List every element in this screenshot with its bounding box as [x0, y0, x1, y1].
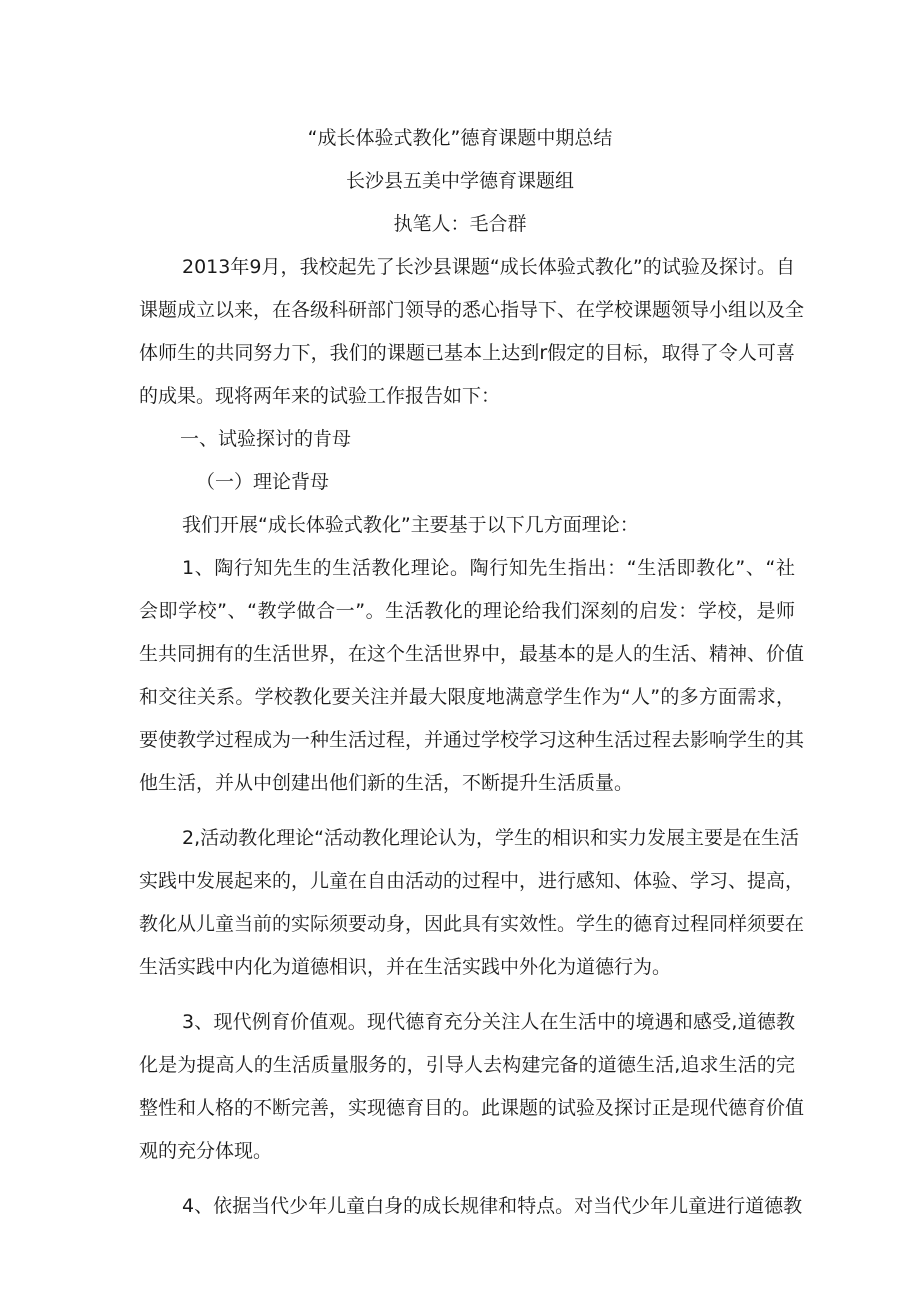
body-line: 要使教学过程成为一种生活过程，并通过学校学习这种生活过程去影响学生的其	[139, 729, 805, 751]
body-line: 实践中发展起来的，儿童在自由活动的过程中，进行感知、体验、学习、提高，	[139, 870, 805, 892]
subsection-heading: （一）理论背母	[196, 471, 330, 493]
body-line: 生共同拥有的生活世界，在这个生活世界中，最基本的是人的生活、精神、价值	[139, 643, 805, 665]
body-line: 化是为提高人的生活质量服务的，引导人去构建完备的道德生活,追求生活的完	[139, 1054, 795, 1076]
body-line: 2013年9月，我校起先了长沙县课题“成长体验式教化”的试验及探讨。自	[182, 256, 795, 278]
author-line: 执笔人：毛合群	[393, 213, 527, 235]
body-line: 他生活，并从中创建出他们新的生活，不断提升生活质量。	[139, 772, 634, 794]
body-line: 4、依据当代少年儿童白身的成长规律和特点。对当代少年儿童进行道德教	[182, 1195, 803, 1217]
body-line: 3、现代例育价值观。现代德育充分关注人在生活中的境遇和感受,道德教	[182, 1011, 795, 1033]
body-line: 我们开展“成长体验式教化”主要基于以下几方面理论：	[182, 514, 639, 536]
body-line: 生活实践中内化为道德相识，并在生活实践中外化为道德行为。	[139, 956, 672, 978]
body-line: 观的充分体现。	[139, 1140, 273, 1162]
section-heading: 一、试验探讨的肯母	[180, 428, 352, 450]
body-line: 课题成立以来，在各级科研部门领导的悉心指导下、在学校课题领导小组以及全	[139, 299, 805, 321]
document-title: “成长体验式教化”德育课题中期总结	[307, 127, 613, 149]
body-line: 整性和人格的不断完善，实现德育目的。此课题的试验及探讨正是现代德育价值	[139, 1097, 805, 1119]
body-line: 体师生的共同努力下，我们的课题已基本上达到r假定的目标，取得了令人可喜	[139, 342, 795, 364]
body-line: 和交往关系。学校教化要关注并最大限度地满意学生作为“人”的多方面需求，	[139, 686, 795, 708]
body-line: 2,活动教化理论“活动教化理论认为，学生的相识和实力发展主要是在生活	[182, 827, 799, 849]
body-line: 1、陶行知先生的生活教化理论。陶行知先生指出：“生活即教化”、“社	[182, 557, 795, 579]
body-line: 会即学校”、“教学做合一”。生活教化的理论给我们深刻的启发：学校，是师	[139, 600, 795, 622]
body-line: 的成果。现将两年来的试验工作报告如下：	[139, 385, 501, 407]
organization-line: 长沙县五美中学德育课题组	[345, 170, 574, 192]
body-line: 教化从儿童当前的实际须要动身，因此具有实效性。学生的德育过程同样须要在	[139, 913, 805, 935]
